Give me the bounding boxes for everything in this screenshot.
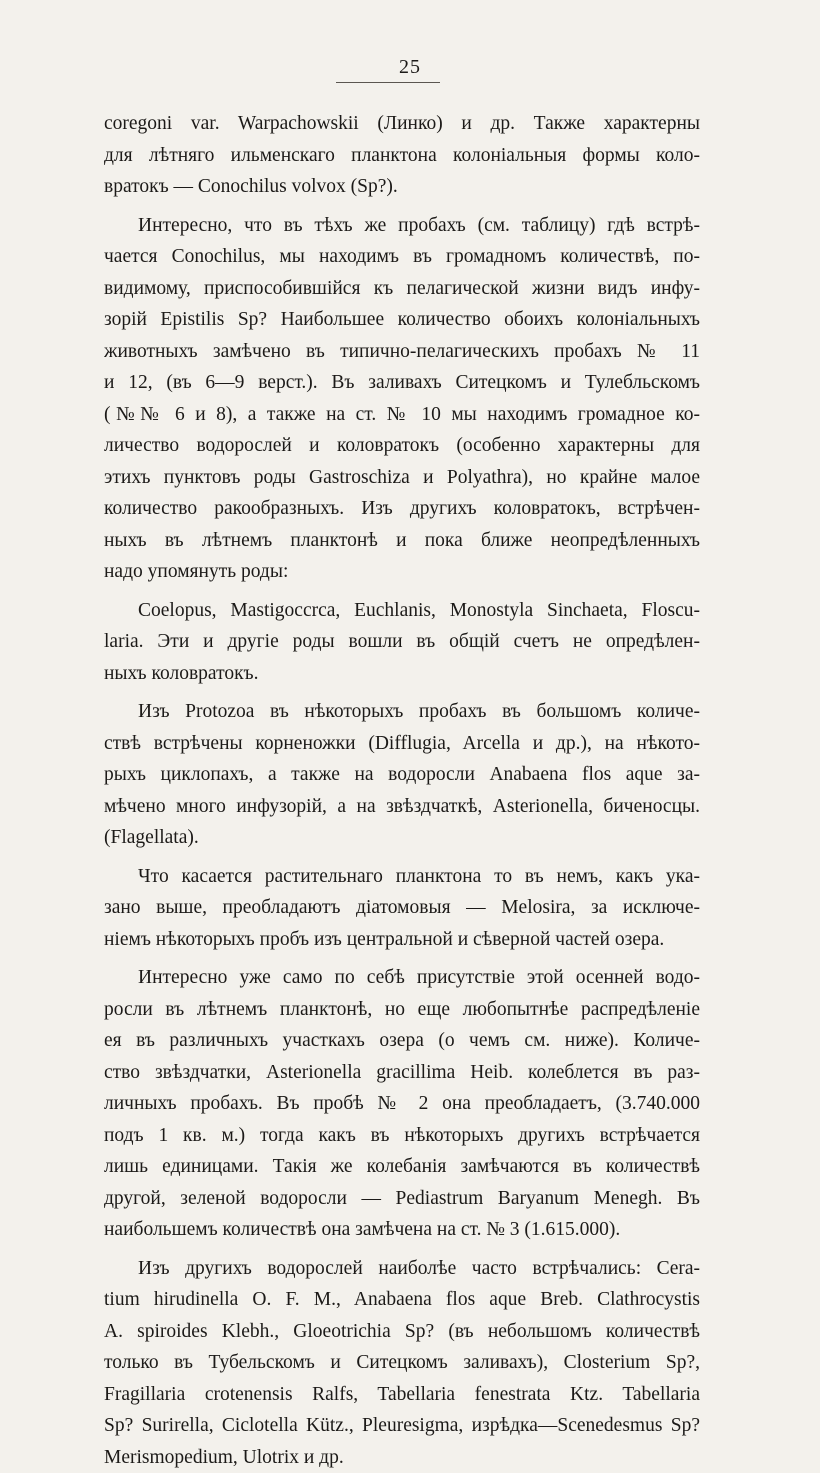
text-line: росли въ лѣтнемъ планктонѣ, но еще любопытнѣе распредѣленіе	[104, 994, 700, 1026]
text-line: личныхъ пробахъ. Въ пробѣ № 2 она преобладаетъ, (3.740.000	[104, 1088, 700, 1120]
text-line: ныхъ коловратокъ.	[104, 658, 700, 690]
paragraph-gap	[104, 1246, 700, 1253]
text-line: Fragillaria crotenensis Ralfs, Tabellaria fenestrata Ktz. Tabellaria	[104, 1379, 700, 1411]
text-line: tium hirudinella O. F. M., Anabaena flos aque Breb. Clathrocystis	[104, 1284, 700, 1316]
text-line: количество ракообразныхъ. Изъ другихъ коловратокъ, встрѣчен-	[104, 493, 700, 525]
text-line: надо упомянуть роды:	[104, 556, 700, 588]
text-line: Интересно уже само по себѣ присутствіе этой осенней водо-	[104, 962, 700, 994]
text-line: лишь единицами. Такія же колебанія замѣчаются въ количествѣ	[104, 1151, 700, 1183]
text-line: ныхъ въ лѣтнемъ планктонѣ и пока ближе неопредѣленныхъ	[104, 525, 700, 557]
paragraph-gap	[104, 854, 700, 861]
text-line: личество водорослей и коловратокъ (особенно характерны для	[104, 430, 700, 462]
text-line: ея въ различныхъ участкахъ озера (о чемъ см. ниже). Количе-	[104, 1025, 700, 1057]
paragraph-gap	[104, 955, 700, 962]
text-line: Что касается растительнаго планктона то въ немъ, какъ ука-	[104, 861, 700, 893]
text-line: вратокъ — Conochilus volvox (Sp?).	[104, 171, 700, 203]
text-line: Интересно, что въ тѣхъ же пробахъ (см. таблицу) гдѣ встрѣ-	[104, 210, 700, 242]
text-line: (Flagellata).	[104, 822, 700, 854]
header-rule	[336, 82, 440, 83]
text-line: ство звѣздчатки, Asterionella gracillima Heib. колеблется въ раз-	[104, 1057, 700, 1089]
text-line: Изъ Protozoa въ нѣкоторыхъ пробахъ въ большомъ количе-	[104, 696, 700, 728]
text-line: видимому, приспособившійся къ пелагической жизни видъ инфу-	[104, 273, 700, 305]
text-line: только въ Тубельскомъ и Ситецкомъ заливахъ), Closterium Sp?,	[104, 1347, 700, 1379]
text-line: чается Conochilus, мы находимъ въ громадномъ количествѣ, по-	[104, 241, 700, 273]
paragraph-gap	[104, 588, 700, 595]
body-text	[104, 108, 700, 1473]
page-number: 25	[0, 56, 820, 79]
text-line: зано выше, преобладаютъ діатомовыя — Melosira, за исключе-	[104, 892, 700, 924]
text-line: Merismopedium, Ulotrix и др.	[104, 1442, 700, 1473]
text-line: ніемъ нѣкоторыхъ пробъ изъ центральной и сѣверной частей озера.	[104, 924, 700, 956]
text-line: Coelopus, Mastigoccrca, Euchlanis, Monostyla Sinchaeta, Floscu-	[104, 595, 700, 627]
text-line: мѣчено много инфузорій, а на звѣздчаткѣ, Asterionella, биченосцы.	[104, 791, 700, 823]
text-line: животныхъ замѣчено въ типично-пелагическихъ пробахъ № 11	[104, 336, 700, 368]
text-line: ствѣ встрѣчены корненожки (Difflugia, Arcella и др.), на нѣкото-	[104, 728, 700, 760]
text-line: другой, зеленой водоросли — Pediastrum Baryanum Menegh. Въ	[104, 1183, 700, 1215]
text-line: A. spiroides Klebh., Gloeotrichia Sp? (въ небольшомъ количествѣ	[104, 1316, 700, 1348]
text-line: laria. Эти и другіе роды вошли въ общій счетъ не опредѣлен-	[104, 626, 700, 658]
text-line: и 12, (въ 6—9 верст.). Въ заливахъ Ситецкомъ и Тулебльскомъ	[104, 367, 700, 399]
text-line: coregoni var. Warpachowskii (Линко) и др. Также характерны	[104, 108, 700, 140]
text-line: (№№ 6 и 8), а также на ст. № 10 мы находимъ громадное ко-	[104, 399, 700, 431]
text-line: подъ 1 кв. м.) тогда какъ въ нѣкоторыхъ другихъ встрѣчается	[104, 1120, 700, 1152]
text-line: зорій Epistilis Sp? Наибольшее количество обоихъ колоніальныхъ	[104, 304, 700, 336]
text-line: рыхъ циклопахъ, а также на водоросли Anabaena flos aque за-	[104, 759, 700, 791]
text-line: наибольшемъ количествѣ она замѣчена на ст. № 3 (1.615.000).	[104, 1214, 700, 1246]
text-line: Изъ другихъ водорослей наиболѣе часто встрѣчались: Cera-	[104, 1253, 700, 1285]
text-line: этихъ пунктовъ роды Gastroschiza и Polyathra), но крайне малое	[104, 462, 700, 494]
text-line: для лѣтняго ильменскаго планктона колоніальныя формы коло-	[104, 140, 700, 172]
paragraph-gap	[104, 689, 700, 696]
paragraph-gap	[104, 203, 700, 210]
text-line: Sp? Surirella, Ciclotella Kütz., Pleuresigma, изрѣдка—Scenedesmus Sp?	[104, 1410, 700, 1442]
